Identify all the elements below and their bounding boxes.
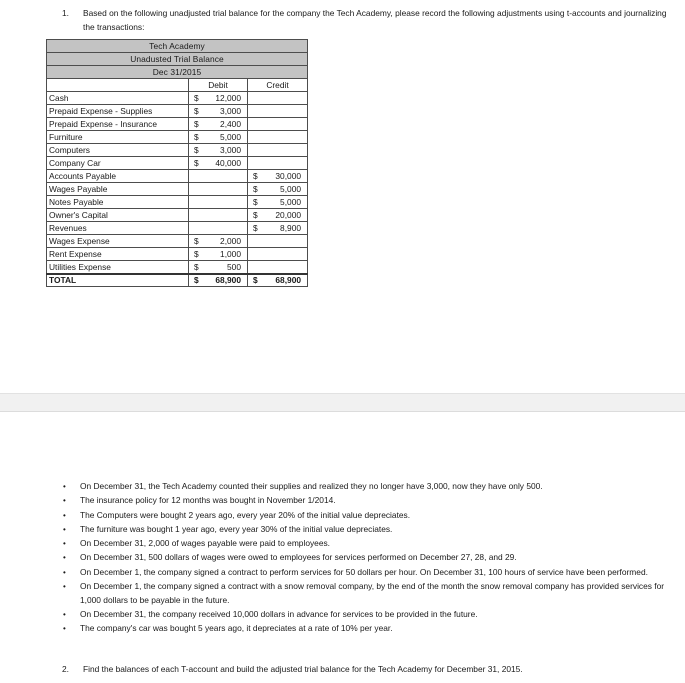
account-name-cell: Owner's Capital xyxy=(47,209,189,222)
credit-cell xyxy=(248,209,308,222)
credit-cell-empty xyxy=(248,144,308,157)
adjustments-list xyxy=(63,480,673,636)
question-2 xyxy=(62,663,668,677)
total-debit-cell xyxy=(189,274,248,287)
table-row xyxy=(47,222,308,235)
list-item-text: On December 1, the company signed a contract to perform services for 50 dollars per hour. On December 31, 100 hours of service have been performed. xyxy=(80,566,648,577)
question-1-text: Based on the following unadjusted trial balance for the company the Tech Academy, please record the following adjustments using t-accounts and journalizing the transactions: xyxy=(83,8,667,32)
debit-cell xyxy=(189,235,248,248)
debit-cell-amount: 5,000 xyxy=(220,132,241,142)
trial-balance-body xyxy=(47,40,308,287)
page-break-separator xyxy=(0,393,685,412)
bullet-icon: • xyxy=(63,496,66,506)
table-total-row xyxy=(47,274,308,287)
currency-symbol: $ xyxy=(194,132,199,142)
list-item xyxy=(63,537,673,551)
currency-symbol: $ xyxy=(194,119,199,129)
credit-cell-empty xyxy=(248,261,308,274)
credit-cell-empty xyxy=(248,105,308,118)
list-item-text: On December 31, 500 dollars of wages were owed to employees for services performed on December 27, 28, and 29. xyxy=(80,552,517,563)
list-item xyxy=(63,480,673,494)
debit-cell-amount: 2,000 xyxy=(220,236,241,246)
table-row xyxy=(47,183,308,196)
list-item-text: The company's car was bought 5 years ago, it depreciates at a rate of 10% per year. xyxy=(80,623,393,633)
credit-cell-amount: 30,000 xyxy=(275,171,302,181)
credit-cell-empty xyxy=(248,248,308,261)
bullet-icon: • xyxy=(63,510,66,520)
table-title-company: Tech Academy xyxy=(47,40,308,53)
table-title-row-statement xyxy=(47,53,308,66)
table-title-date: Dec 31/2015 xyxy=(47,66,308,79)
account-name-cell: Wages Expense xyxy=(47,235,189,248)
list-item-text: The insurance policy for 12 months was bought in November 1/2014. xyxy=(80,495,336,506)
currency-symbol: $ xyxy=(194,106,199,116)
currency-symbol: $ xyxy=(194,158,199,168)
list-item xyxy=(63,509,673,523)
debit-cell xyxy=(189,261,248,274)
table-row xyxy=(47,248,308,261)
account-name-cell: Accounts Payable xyxy=(47,170,189,183)
account-name-cell: Company Car xyxy=(47,157,189,170)
account-name-cell: Rent Expense xyxy=(47,248,189,261)
account-name-cell: Revenues xyxy=(47,222,189,235)
table-title-row-company xyxy=(47,40,308,53)
debit-cell xyxy=(189,157,248,170)
credit-cell-amount: 5,000 xyxy=(280,184,302,194)
debit-cell xyxy=(189,248,248,261)
table-row xyxy=(47,105,308,118)
account-name-cell: Prepaid Expense - Supplies xyxy=(47,105,189,118)
list-item xyxy=(63,566,673,580)
credit-cell-amount: 5,000 xyxy=(280,197,302,207)
currency-symbol: $ xyxy=(253,275,258,286)
bullet-icon: • xyxy=(63,581,66,591)
table-row xyxy=(47,209,308,222)
question-1-number: 1. xyxy=(62,8,69,18)
debit-cell xyxy=(189,118,248,131)
debit-cell-empty xyxy=(189,196,248,209)
credit-cell xyxy=(248,183,308,196)
credit-cell-empty xyxy=(248,131,308,144)
debit-cell-amount: 500 xyxy=(227,261,241,272)
credit-cell xyxy=(248,196,308,209)
trial-balance-table-wrapper xyxy=(46,39,308,287)
list-item-text: On December 31, 2,000 of wages payable were paid to employees. xyxy=(80,538,331,548)
column-header-account xyxy=(47,79,189,92)
debit-cell-amount: 12,000 xyxy=(215,93,241,103)
list-item xyxy=(63,494,673,508)
credit-cell-empty xyxy=(248,118,308,131)
list-item-text: On December 1, the company signed a contract with a snow removal company, by the end of the month the snow removal company has provided services for 1,000 dollars to be payable in the future. xyxy=(80,580,665,605)
currency-symbol: $ xyxy=(194,145,199,155)
credit-cell-amount: 20,000 xyxy=(275,210,302,220)
credit-cell-amount: 8,900 xyxy=(280,223,302,233)
debit-cell-empty xyxy=(189,183,248,196)
account-name-cell: Utilities Expense xyxy=(47,261,189,274)
currency-symbol: $ xyxy=(253,223,258,233)
table-row xyxy=(47,144,308,157)
account-name-cell: Wages Payable xyxy=(47,183,189,196)
currency-symbol: $ xyxy=(194,236,199,246)
table-row xyxy=(47,261,308,274)
debit-cell-amount: 3,000 xyxy=(220,106,241,116)
currency-symbol: $ xyxy=(253,210,258,220)
debit-cell-amount: 2,400 xyxy=(220,119,241,129)
list-item xyxy=(63,622,673,636)
table-row xyxy=(47,170,308,183)
trial-balance-table xyxy=(46,39,308,287)
table-title-statement: Unadusted Trial Balance xyxy=(47,53,308,66)
account-name-cell: Notes Payable xyxy=(47,196,189,209)
debit-cell-empty xyxy=(189,222,248,235)
credit-cell xyxy=(248,222,308,235)
debit-cell xyxy=(189,131,248,144)
total-credit-cell xyxy=(248,274,308,287)
debit-cell-empty xyxy=(189,209,248,222)
question-1 xyxy=(62,7,668,34)
table-row xyxy=(47,196,308,209)
debit-cell-amount: 1,000 xyxy=(220,249,241,259)
list-item xyxy=(63,551,673,565)
currency-symbol: $ xyxy=(253,197,258,207)
table-row xyxy=(47,157,308,170)
total-label-cell: TOTAL xyxy=(47,274,189,287)
column-header-credit: Credit xyxy=(248,79,308,92)
list-item-text: The furniture was bought 1 year ago, every year 30% of the initial value depreciates. xyxy=(80,523,393,534)
currency-symbol: $ xyxy=(194,249,199,259)
debit-cell xyxy=(189,92,248,105)
question-2-text: Find the balances of each T-account and build the adjusted trial balance for the Tech Academy for December 31, 2015. xyxy=(83,664,523,674)
debit-cell xyxy=(189,105,248,118)
account-name-cell: Prepaid Expense - Insurance xyxy=(47,118,189,131)
credit-cell-empty xyxy=(248,92,308,105)
table-row xyxy=(47,131,308,144)
credit-cell-empty xyxy=(248,157,308,170)
debit-cell-amount: 40,000 xyxy=(215,158,241,168)
list-item-text: On December 31, the Tech Academy counted their supplies and realized they no longer have 3,000, now they have only 500. xyxy=(80,481,543,491)
list-item xyxy=(63,523,673,537)
bullet-icon: • xyxy=(63,539,66,548)
currency-symbol: $ xyxy=(194,93,199,103)
table-title-row-date xyxy=(47,66,308,79)
account-name-cell: Furniture xyxy=(47,131,189,144)
account-name-cell: Computers xyxy=(47,144,189,157)
debit-cell-amount: 3,000 xyxy=(220,145,241,155)
table-column-header-row xyxy=(47,79,308,92)
question-2-number: 2. xyxy=(62,664,69,674)
bullet-icon: • xyxy=(63,482,66,491)
column-header-debit: Debit xyxy=(189,79,248,92)
bullet-icon: • xyxy=(63,553,66,563)
total-debit-cell-amount: 68,900 xyxy=(215,275,241,286)
bullet-icon: • xyxy=(63,567,66,577)
bullet-icon: • xyxy=(63,609,66,619)
debit-cell-empty xyxy=(189,170,248,183)
bullet-icon: • xyxy=(63,524,66,534)
list-item-text: On December 31, the company received 10,000 dollars in advance for services to be provided in the future. xyxy=(80,608,478,619)
account-name-cell: Cash xyxy=(47,92,189,105)
total-credit-cell-amount: 68,900 xyxy=(275,275,302,286)
table-row xyxy=(47,235,308,248)
table-row xyxy=(47,92,308,105)
list-item xyxy=(63,608,673,622)
list-item-text: The Computers were bought 2 years ago, every year 20% of the initial value depreciates. xyxy=(80,509,411,520)
credit-cell xyxy=(248,170,308,183)
table-row xyxy=(47,118,308,131)
currency-symbol: $ xyxy=(194,275,199,286)
currency-symbol: $ xyxy=(253,184,258,194)
list-item xyxy=(63,580,673,608)
bullet-icon: • xyxy=(63,624,66,633)
credit-cell-empty xyxy=(248,235,308,248)
debit-cell xyxy=(189,144,248,157)
currency-symbol: $ xyxy=(253,171,258,181)
currency-symbol: $ xyxy=(194,261,199,272)
